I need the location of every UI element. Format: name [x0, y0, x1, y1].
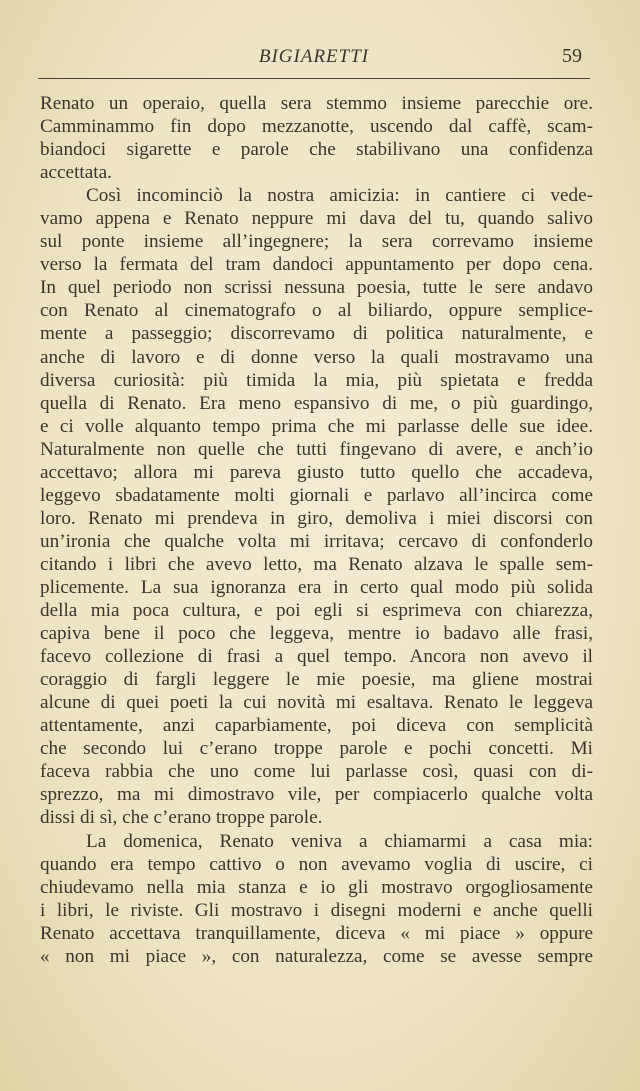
- text-line: [40, 945, 593, 968]
- text-line: [40, 691, 593, 714]
- text-line: [40, 253, 593, 276]
- text-line: [40, 369, 593, 392]
- text-line-content: accettata.: [40, 162, 112, 184]
- text-line-content: diversa curiosità: più timida la mia, più spietata e fredda: [40, 369, 593, 391]
- running-title: BIGIARETTI: [258, 46, 370, 67]
- page-number: 59: [562, 45, 582, 67]
- text-line: [40, 576, 593, 599]
- text-line-content: e ci volle alquanto tempo prima che mi parlasse delle sue idee.: [40, 415, 593, 437]
- text-line-content: sprezzo, ma mi dimostravo vile, per compiacerlo qualche volta: [40, 784, 593, 806]
- text-line-content: Naturalmente non quelle che tutti fingevano di avere, e anch’io: [40, 438, 593, 460]
- text-line: [40, 230, 593, 253]
- text-line-content: verso la fermata del tram dandoci appuntamento per dopo cena.: [40, 254, 593, 276]
- text-line-content: coraggio di fargli leggere le mie poesie, ma gliene mostrai: [40, 669, 593, 691]
- text-line: [40, 276, 593, 299]
- text-line: [40, 92, 593, 115]
- text-line: [40, 115, 593, 138]
- text-line-content: biandoci sigarette e parole che stabilivano una confidenza: [40, 139, 593, 161]
- running-header: [38, 40, 590, 79]
- text-line: [40, 484, 593, 507]
- text-line-content: accettavo; allora mi pareva giusto tutto quello che accadeva,: [40, 461, 593, 483]
- text-line-content: che secondo lui c’erano troppe parole e pochi concetti. Mi: [40, 738, 593, 760]
- text-line-content: faceva rabbia che uno come lui parlasse così, quasi con di-: [40, 761, 593, 783]
- text-line-content: Così incominciò la nostra amicizia: in cantiere ci vede-: [86, 185, 593, 207]
- text-line-content: Renato un operaio, quella sera stemmo insieme parecchie ore.: [40, 93, 593, 114]
- text-line: [40, 415, 593, 438]
- text-line-content: quella di Renato. Era meno espansivo di me, o più guardingo,: [40, 392, 593, 414]
- text-line-content: « non mi piace », con naturalezza, come se avesse sempre: [40, 945, 593, 967]
- text-line: [40, 830, 593, 853]
- text-line-content: mente a passeggio; discorrevamo di politica naturalmente, e: [40, 323, 593, 345]
- text-line-content: In quel periodo non scrissi nessuna poesia, tutte le sere andavo: [40, 277, 593, 299]
- text-line: [40, 461, 593, 484]
- text-line-content: Camminammo fin dopo mezzanotte, uscendo dal caffè, scam-: [40, 116, 593, 138]
- text-line-content: capiva bene il poco che leggeva, mentre io badavo alle frasi,: [40, 623, 593, 645]
- text-line: [40, 899, 593, 922]
- text-line: [40, 207, 593, 230]
- text-line-content: i libri, le riviste. Gli mostravo i disegni moderni e anche quelli: [40, 899, 593, 921]
- text-line: [40, 714, 593, 737]
- text-line-content: plicemente. La sua ignoranza era in certo qual modo più solida: [40, 576, 593, 598]
- text-line: [40, 645, 593, 668]
- text-line-content: sul ponte insieme all’ingegnere; la sera correvamo insieme: [40, 231, 593, 253]
- text-line: [40, 161, 593, 184]
- text-line-content: quando era tempo cattivo o non avevamo voglia di uscire, ci: [40, 853, 593, 875]
- text-line-content: chiudevamo nella mia stanza e io gli mostravo orgogliosamente: [40, 876, 593, 898]
- text-line-content: La domenica, Renato veniva a chiamarmi a casa mia:: [86, 830, 593, 852]
- text-line: [40, 760, 593, 783]
- text-line-content: leggevo sbadatamente molti giornali e parlavo all’incirca come: [40, 484, 593, 506]
- text-line-content: della mia poca cultura, e poi egli si esprimeva con chiarezza,: [40, 600, 593, 622]
- text-line: [40, 507, 593, 530]
- text-line-content: facevo collezione di frasi a quel tempo. Ancora non avevo il: [40, 646, 593, 668]
- text-line: [40, 553, 593, 576]
- text-line-content: loro. Renato mi prendeva in giro, demoliva i miei discorsi con: [40, 507, 593, 529]
- text-line: [40, 184, 593, 207]
- text-line-content: Renato accettava tranquillamente, diceva « mi piace » oppure: [40, 922, 593, 944]
- text-line-content: attentamente, anzi caparbiamente, poi diceva con semplicità: [40, 715, 593, 737]
- text-line: [40, 737, 593, 760]
- text-line: [40, 138, 593, 161]
- text-line: [40, 922, 593, 945]
- text-line: [40, 622, 593, 645]
- text-line-content: con Renato al cinematografo o al biliardo, oppure semplice-: [40, 300, 593, 322]
- text-line: [40, 346, 593, 369]
- text-line: [40, 853, 593, 876]
- body-text: [40, 92, 593, 968]
- text-line-content: alcune di quei poeti la cui novità mi esaltava. Renato le leggeva: [40, 692, 593, 714]
- text-line: [40, 392, 593, 415]
- text-line-content: vamo appena e Renato neppure mi dava del tu, quando salivo: [40, 208, 593, 230]
- text-line: [40, 668, 593, 691]
- text-line: [40, 438, 593, 461]
- text-line-content: dissi di sì, che c’erano troppe parole.: [40, 807, 323, 829]
- text-line: [40, 876, 593, 899]
- text-line-content: anche di lavoro e di donne verso la quali mostravamo una: [40, 346, 593, 368]
- text-line: [40, 806, 593, 829]
- text-line: [40, 322, 593, 345]
- text-line-content: un’ironia che qualche volta mi irritava; cercavo di confonderlo: [40, 530, 593, 552]
- text-line: [40, 599, 593, 622]
- text-line: [40, 299, 593, 322]
- text-line-content: citando i libri che avevo letto, ma Renato alzava le spalle sem-: [40, 553, 593, 575]
- text-line: [40, 783, 593, 806]
- text-line: [40, 530, 593, 553]
